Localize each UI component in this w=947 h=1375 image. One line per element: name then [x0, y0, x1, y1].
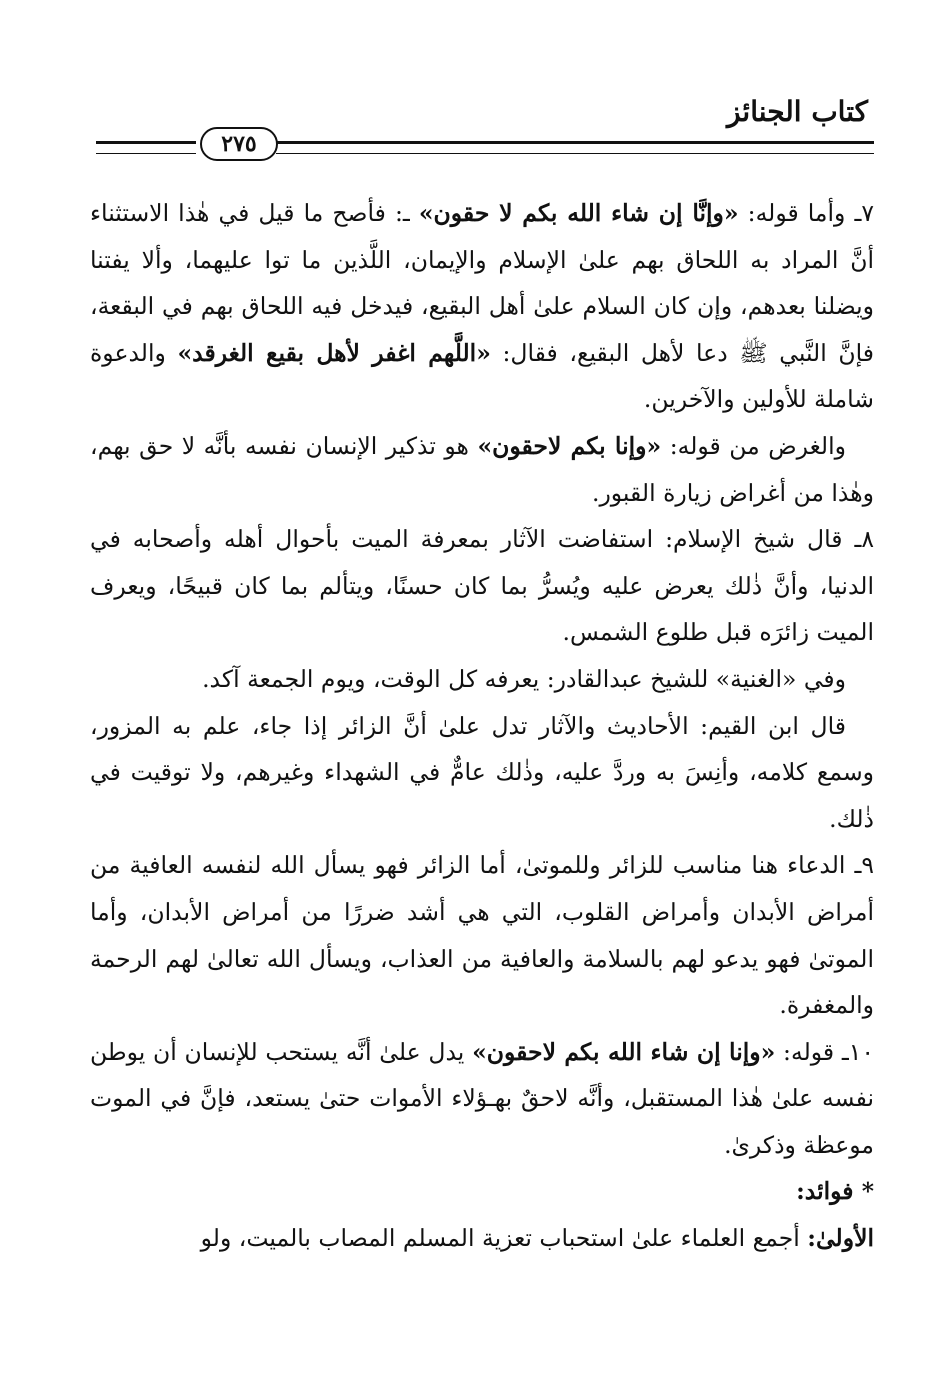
header-rule-right	[276, 141, 874, 154]
hadith-quote: «وإنا بكم لاحقون»	[477, 431, 662, 460]
hadith-quote: «وإنا إن شاء الله بكم لاحقون»	[472, 1037, 776, 1066]
hadith-quote: «وإنَّا إن شاء الله بكم لا حقون»	[418, 199, 739, 227]
paragraph-9	[90, 842, 874, 1028]
paragraph-text: قوله:	[775, 1037, 835, 1066]
paragraph-text: والدعوة شاملة للأولين والآخرين.	[90, 338, 874, 414]
paragraph-text: يدل علىٰ أنَّه يستحب للإنسان أن يوطن نفسه علىٰ هٰذا المستقبل، وأنَّه لاحقٌ بهـؤلاء الأموات حتىٰ يستعد، فإنَّ في الموت موعظة وذكرىٰ.	[90, 1037, 874, 1159]
paragraph-8	[90, 516, 874, 656]
item-number: ٧ـ	[854, 199, 874, 227]
paragraph-8-ibn-alqayyim	[90, 703, 874, 843]
paragraph-text: والغرض من قوله:	[661, 431, 846, 460]
fawaid-first-label: الأولىٰ:	[807, 1224, 874, 1253]
page-header	[96, 95, 874, 165]
paragraph-10	[90, 1029, 874, 1169]
paragraph-text: وفي «الغنية» للشيخ عبدالقادر: يعرفه كل الوقت، ويوم الجمعة آكد.	[202, 664, 846, 693]
paragraph-7-continuation	[90, 423, 874, 516]
paragraph-text: هو تذكير الإنسان نفسه بأنَّه لا حق بهم، وهٰذا من أغراض زيارة القبور.	[90, 431, 874, 507]
paragraph-7	[90, 190, 874, 423]
paragraph-text: أجمع العلماء علىٰ استحباب تعزية المسلم المصاب بالميت، ولو	[200, 1224, 808, 1253]
fawaid-heading: * فوائد:	[796, 1177, 874, 1206]
item-number: ٨ـ	[854, 525, 874, 554]
header-rule-left	[96, 141, 196, 154]
book-title: كتاب الجنائز	[726, 95, 868, 128]
paragraph-text: وأما قوله:	[738, 199, 846, 227]
fawaid-first	[90, 1215, 874, 1262]
item-number: ٩ـ	[854, 851, 874, 880]
hadith-quote: «اللَّهم اغفر لأهل بقيع الغرقد»	[177, 338, 491, 367]
paragraph-text: قال شيخ الإسلام: استفاضت الآثار بمعرفة الميت بأحوال أهله وأصحابه في الدنيا، وأنَّ ذٰلك يعرض عليه ويُسرُّ بما كان حسنًا، ويتألم بما كان قبيحًا، ويعرف الميت زائرَه قبل طلوع الشمس.	[90, 525, 874, 647]
page-body	[90, 190, 874, 1262]
paragraph-text: الدعاء هنا مناسب للزائر وللموتىٰ، أما الزائر فهو يسأل الله لنفسه العافية من أمراض الأبدان وأمراض القلوب، التي هي أشد ضررًا من أمراض الأبدان، وأما الموتىٰ فهو يدعو لهم بالسلامة والعافية من العذاب، ويسأل الله تعالىٰ لهم الرحمة والمغفرة.	[90, 851, 874, 1020]
page-number: ٢٧٥	[200, 127, 278, 161]
paragraph-text: ـ: فأصح ما قيل في هٰذا الاستثناء أنَّ المراد به اللحاق بهم علىٰ الإسلام والإيمان، اللَّذين ما توا عليهما، وألا يفتنا ويضلنا بعدهم، وإن كان السلام علىٰ أهل البقيع، فيدخل فيه اللحاق بهم في البقعة، فإنَّ النَّبي ﷺ دعا لأهل البقيع، فقال:	[90, 199, 874, 367]
paragraph-8-ghunya	[90, 656, 874, 703]
paragraph-text: قال ابن القيم: الأحاديث والآثار تدل علىٰ أنَّ الزائر إذا جاء، علم به المزور، وسمع كلامه، وأنِسَ به وردَّ عليه، وذٰلك عامٌّ في الشهداء وغيرهم، ولا توقيت في ذٰلك.	[90, 711, 874, 833]
item-number: ١٠ـ	[841, 1037, 874, 1066]
